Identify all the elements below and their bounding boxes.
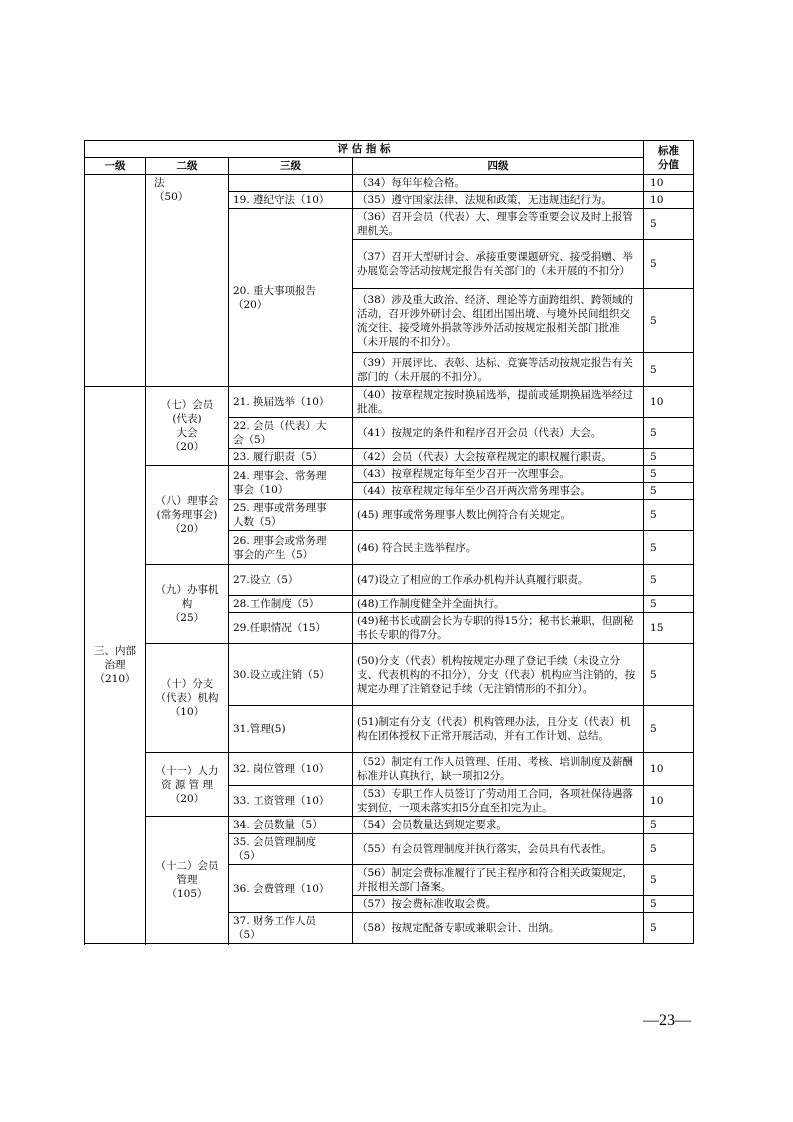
item-37: （37）召开大型研讨会、承接重要课题研究、接受捐赠、举办展览会等活动按规定报告有关部门的（未开展的不扣分） <box>353 240 644 289</box>
score-49: 15 <box>644 613 694 644</box>
score-50: 5 <box>644 644 694 706</box>
score-47: 5 <box>644 565 694 596</box>
item-52: （52）制定有工作人员管理、任用、考核、培训制度及薪酬标准并认真执行，缺一项扣2分。 <box>353 753 644 786</box>
score-44: 5 <box>644 483 694 500</box>
level3-27: 27.设立（5） <box>229 565 353 596</box>
item-42: （42）会员（代表）大会按章程规定的职权履行职责。 <box>353 449 644 466</box>
level1-continued <box>85 175 146 387</box>
item-54: （54）会员数量达到规定要求。 <box>353 817 644 834</box>
level3-37: 37. 财务工作人员 （5） <box>229 913 353 944</box>
item-57: （57）按会费标准收取会费。 <box>353 896 644 913</box>
level2-g12: （十二）会员 管理 （105） <box>146 817 229 944</box>
level3-33: 33. 工资管理（10） <box>229 786 353 817</box>
score-40: 10 <box>644 387 694 418</box>
item-45: (45) 理事或常务理事人数比例符合有关规定。 <box>353 500 644 531</box>
item-43: （43）按章程规定每年至少召开一次理事会。 <box>353 466 644 483</box>
level3-29: 29.任职情况（15） <box>229 613 353 644</box>
score-58: 5 <box>644 913 694 944</box>
header-level3: 三级 <box>229 158 353 175</box>
level3-24: 24. 理事会、常务理 事会（10） <box>229 466 353 500</box>
item-36: （36）召开会员（代表）大、理事会等重要会议及时上报管理机关。 <box>353 209 644 240</box>
level3-28: 28.工作制度（5） <box>229 596 353 613</box>
item-51: (51)制定有分支（代表）机构管理办法，且分支（代表）机构在团体授权下正常开展活动，并有工作计划、总结。 <box>353 706 644 753</box>
score-56: 5 <box>644 865 694 896</box>
header-level4: 四级 <box>353 158 644 175</box>
level3-26: 26. 理事会或常务理 事会的产生（5） <box>229 531 353 565</box>
page-number: —23— <box>643 1012 691 1029</box>
level3-23: 23. 履行职责（5） <box>229 449 353 466</box>
level2-g8: （八）理事会 (常务理事会) （20） <box>146 466 229 565</box>
score-37: 5 <box>644 240 694 289</box>
score-45: 5 <box>644 500 694 531</box>
score-35: 10 <box>644 192 694 209</box>
score-48: 5 <box>644 596 694 613</box>
item-48: (48)工作制度健全并全面执行。 <box>353 596 644 613</box>
level3-25: 25. 理事或常务理事 人数（5） <box>229 500 353 531</box>
item-39: （39）开展评比、表彰、达标、竞赛等活动按规定报告有关部门的（未开展的不扣分）。 <box>353 353 644 387</box>
score-38: 5 <box>644 289 694 353</box>
level3-21: 21. 换届选举（10） <box>229 387 353 418</box>
level2-g10: （十）分支 （代表）机构 （10） <box>146 644 229 753</box>
item-41: （41）按规定的条件和程序召开会员（代表）大会。 <box>353 418 644 449</box>
item-55: （55）有会员管理制度并执行落实，会员具有代表性。 <box>353 834 644 865</box>
item-53: （53）专职工作人员签订了劳动用工合同，各项社保待遇落实到位，一项未落实扣5分直至扣完为止。 <box>353 786 644 817</box>
score-54: 5 <box>644 817 694 834</box>
score-43: 5 <box>644 466 694 483</box>
level2-law: 法 （50） <box>146 175 229 387</box>
score-53: 10 <box>644 786 694 817</box>
level3-36: 36. 会费管理（10） <box>229 865 353 913</box>
level3-35: 35. 会员管理制度 （5） <box>229 834 353 865</box>
level3-34: 34. 会员数量（5） <box>229 817 353 834</box>
header-score: 标准 分值 <box>644 141 694 175</box>
level3-30: 30.设立或注销（5） <box>229 644 353 706</box>
level2-g9: （九）办事机 构 （25） <box>146 565 229 644</box>
item-49: (49)秘书长或副会长为专职的得15分；秘书长兼职，但副秘书长专职的得7分。 <box>353 613 644 644</box>
level3-32: 32. 岗位管理（10） <box>229 753 353 786</box>
level2-g7: （七）会员 (代表) 大会 （20） <box>146 387 229 466</box>
item-34: （34）每年年检合格。 <box>353 175 644 192</box>
level3-31: 31.管理(5) <box>229 706 353 753</box>
level1-internal-governance: 三、内部 治理 （210） <box>85 387 146 944</box>
score-55: 5 <box>644 834 694 865</box>
item-38: （38）涉及重大政治、经济、理论等方面跨组织、跨领域的活动，召开涉外研讨会、组团出国出境、与境外民间组织交流交往、接受境外捐款等涉外活动按规定报相关部门批准（未开展的不扣分）。 <box>353 289 644 353</box>
item-46: (46) 符合民主选举程序。 <box>353 531 644 565</box>
item-58: （58）按规定配备专职或兼职会计、出纳。 <box>353 913 644 944</box>
score-34: 10 <box>644 175 694 192</box>
header-level2: 二级 <box>146 158 229 175</box>
item-40: （40）按章程规定按时换届选举，提前或延期换届选举经过批准。 <box>353 387 644 418</box>
score-41: 5 <box>644 418 694 449</box>
score-52: 10 <box>644 753 694 786</box>
score-36: 5 <box>644 209 694 240</box>
level3-22: 22. 会员（代表）大 会（5） <box>229 418 353 449</box>
score-46: 5 <box>644 531 694 565</box>
header-group: 评 估 指 标 <box>85 141 644 158</box>
score-39: 5 <box>644 353 694 387</box>
level3-continued <box>229 175 353 192</box>
item-56: （56）制定会费标准履行了民主程序和符合相关政策规定，并报相关部门备案。 <box>353 865 644 896</box>
level3-19: 19. 遵纪守法（10） <box>229 192 353 209</box>
item-35: （35）遵守国家法律、法规和政策，无违规违纪行为。 <box>353 192 644 209</box>
score-42: 5 <box>644 449 694 466</box>
score-57: 5 <box>644 896 694 913</box>
header-level1: 一级 <box>85 158 146 175</box>
item-47: (47)设立了相应的工作承办机构并认真履行职责。 <box>353 565 644 596</box>
score-51: 5 <box>644 706 694 753</box>
level2-g11: （十一）人力 资 源 管 理 （20） <box>146 753 229 817</box>
item-50: (50)分支（代表）机构按规定办理了登记手续（未设立分支、代表机构的不扣分），分支（代表）机构应当注销的，按规定办理了注销登记手续（无注销情形的不扣分）。 <box>353 644 644 706</box>
evaluation-table <box>84 140 694 944</box>
level3-20: 20. 重大事项报告 （20） <box>229 209 353 387</box>
item-44: （44）按章程规定每年至少召开两次常务理事会。 <box>353 483 644 500</box>
